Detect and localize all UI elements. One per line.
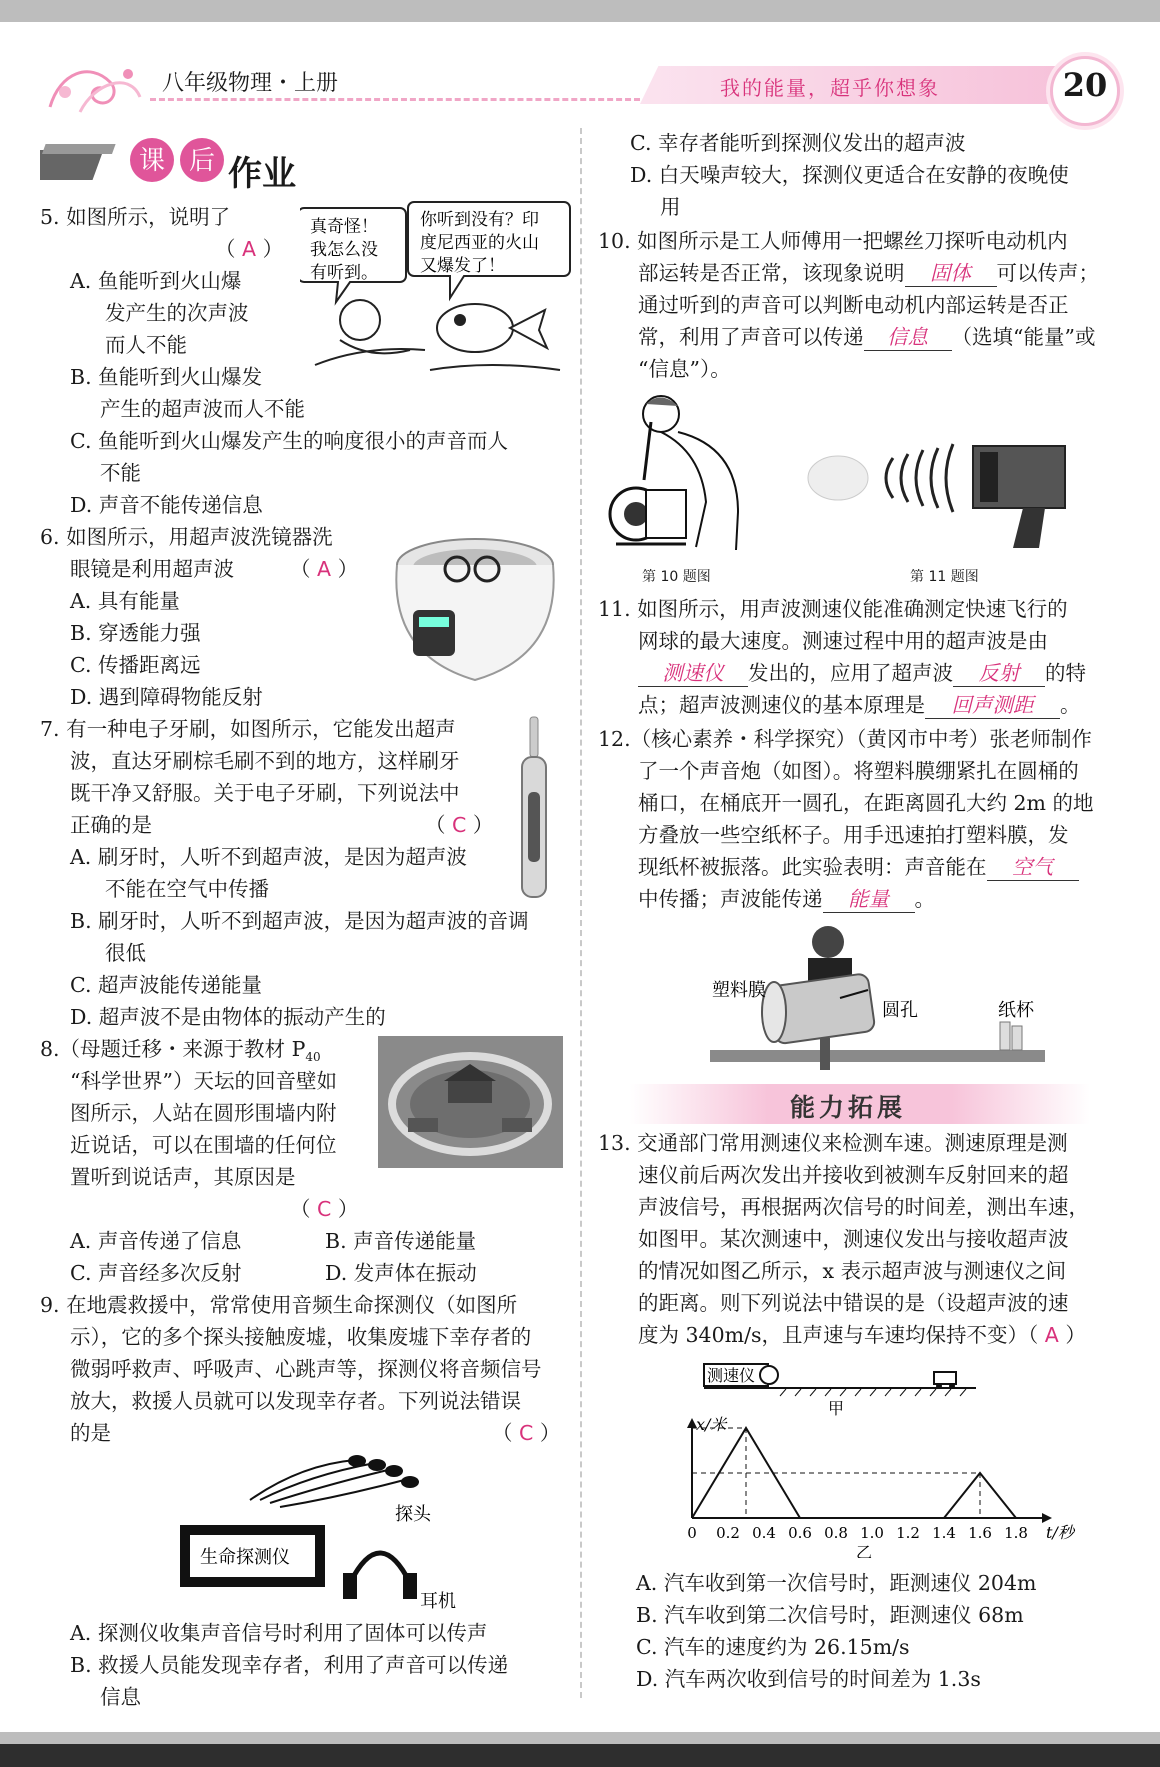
q13-line4: 如图甲。某次测速中，测速仪发出与接收超声波 <box>638 1227 1069 1251</box>
q11-line1: 11. 如图所示，用声波测速仪能准确测定快速飞行的 <box>598 597 1068 621</box>
bubble-right-line2: 度尼西亚的火山 <box>420 233 539 253</box>
q11-line2: 网球的最大速度。测速过程中用的超声波是由 <box>638 629 1048 653</box>
slogan-text: 我的能量，超乎你想象 <box>720 76 940 100</box>
q7-option-a-line2: 不能在空气中传播 <box>105 877 269 901</box>
q13-line2: 速仪前后两次发出并接收到被测车反射回来的超 <box>638 1163 1069 1187</box>
q12-blank-1: 空气 <box>987 854 1079 881</box>
q11-line4b: 。 <box>1060 693 1081 717</box>
q10-line4a: 常，利用了声音可以传递 <box>638 325 864 349</box>
q9-option-d-line1: D. 白天噪声较大，探测仪更适合在安静的夜晚使 <box>630 163 1069 187</box>
q13-option-b: B. 汽车收到第二次信号时，距测速仪 68m <box>636 1603 1024 1627</box>
column-divider <box>580 128 582 1698</box>
q9-option-a: A. 探测仪收集声音信号时利用了固体可以传声 <box>70 1621 488 1645</box>
q13-option-d: D. 汽车两次收到信号的时间差为 1.3s <box>636 1667 981 1691</box>
x-tick-label: 0.4 <box>752 1524 776 1542</box>
q10-line5: “信息”）。 <box>638 357 731 381</box>
q5-option-c-line2: 不能 <box>100 461 141 485</box>
speed-gun-figure <box>798 440 1088 555</box>
x-tick-label: 1.6 <box>968 1524 992 1542</box>
q5-option-a-line1: A. 鱼能听到火山爆 <box>70 269 242 293</box>
fig-device-label: 生命探测仪 <box>200 1547 290 1568</box>
x-tick-label: 1.8 <box>1004 1524 1028 1542</box>
fig-cup-label: 纸杯 <box>998 1000 1034 1021</box>
bubble-right-line1: 你听到没有？印 <box>420 210 539 230</box>
q12-line4: 方叠放一些空纸杯子。用手迅速拍打塑料膜，发 <box>638 823 1069 847</box>
q10-line2b: 可以传声； <box>996 261 1099 285</box>
q13-line5: 的情况如图乙所示，x 表示超声波与测速仪之间 <box>638 1259 1067 1283</box>
q6-option-b: B. 穿透能力强 <box>70 621 201 645</box>
fig-yi-label: 乙 <box>856 1543 873 1558</box>
header-divider <box>150 98 640 101</box>
q5-cartoon-figure <box>300 200 575 380</box>
book-title: 八年级物理・上册 <box>162 71 339 96</box>
bubble-left-line1: 真奇怪！ <box>310 217 378 237</box>
q5-answer: A <box>242 237 257 261</box>
x-tick-label: 0.6 <box>788 1524 812 1542</box>
distance-time-chart <box>687 1415 1077 1558</box>
q11-line3b: 的特 <box>1045 661 1086 685</box>
q8-stem-line1 <box>40 1036 321 1070</box>
flourish-decoration <box>40 52 150 122</box>
figure-11-caption: 第 11 题图 <box>910 569 979 585</box>
road-hatching <box>780 1389 966 1396</box>
q13-line1: 13. 交通部门常用测速仪来检测车速。测速原理是测 <box>598 1131 1068 1155</box>
q9-stem-line4: 放大，救援人员就可以发现幸存者。下列说法错误 <box>70 1389 521 1413</box>
q11-blank-1: 测速仪 <box>638 660 748 687</box>
electric-toothbrush-figure <box>510 712 560 902</box>
x-axis-label: t/秒 <box>1046 1523 1074 1542</box>
q12-line3: 桶口，在桶底开一圆孔，在距离圆孔大约 2m 的地 <box>638 791 1094 815</box>
bottom-bar <box>0 1744 1160 1767</box>
q5-option-a-line3: 而人不能 <box>105 333 187 357</box>
q8-stem-text: 8.（母题迁移・来源于教材 P <box>40 1037 306 1061</box>
q10-blank-1: 固体 <box>905 260 997 287</box>
q13-option-c: C. 汽车的速度约为 26.15m/s <box>636 1635 910 1659</box>
q7-stem-line3: 既干净又舒服。关于电子牙刷，下列说法中 <box>70 781 460 805</box>
q8-option-b: B. 声音传递能量 <box>325 1229 477 1253</box>
q11-line3a: 发出的，应用了超声波 <box>748 661 953 685</box>
fig-hole-label: 圆孔 <box>882 1000 918 1021</box>
q11-blank-2: 反射 <box>953 660 1045 687</box>
q10-blank-2: 信息 <box>864 324 952 351</box>
x-tick-label: 1.4 <box>932 1524 956 1542</box>
q9-option-b-line2: 信息 <box>100 1685 141 1709</box>
q8-stem-line3: 图所示，人站在圆形围墙内附 <box>70 1101 337 1125</box>
x-tick-label: 0.8 <box>824 1524 848 1542</box>
q7-answer: C <box>452 813 467 837</box>
q13-option-a: A. 汽车收到第一次信号时，距测速仪 204m <box>636 1571 1037 1595</box>
x-axis-arrow <box>1042 1513 1052 1523</box>
q11-line4a: 点；超声波测速仪的基本原理是 <box>638 693 925 717</box>
q7-option-b-line1: B. 刷牙时，人听不到超声波，是因为超声波的音调 <box>70 909 529 933</box>
q8-stem-line4: 近说话，可以在围墙的任何位 <box>70 1133 337 1157</box>
q7-option-b-line2: 很低 <box>105 941 146 965</box>
x-tick-label: 0.2 <box>716 1524 740 1542</box>
q11-line4 <box>638 692 1081 719</box>
q8-answer: C <box>317 1197 332 1221</box>
q13-answer: A <box>1044 1323 1059 1347</box>
sound-cannon-figure <box>700 920 1050 1080</box>
car-icon <box>934 1372 956 1384</box>
q7-option-c: C. 超声波能传递能量 <box>70 973 262 997</box>
q8-option-d: D. 发声体在振动 <box>325 1261 477 1285</box>
section-title: 作业 <box>228 154 296 194</box>
q9-answer-bracket: （ C ） <box>492 1421 561 1445</box>
q7-stem-line2: 波，直达牙刷棕毛刷不到的地方，这样刷牙 <box>70 749 460 773</box>
q12-line1: 12.（核心素养・科学探究）（黄冈市中考）张老师制作 <box>598 727 1092 751</box>
q9-option-b-line1: B. 救援人员能发现幸存者，利用了声音可以传递 <box>70 1653 509 1677</box>
q6-option-a: A. 具有能量 <box>70 589 180 613</box>
q5-option-c-line1: C. 鱼能听到火山爆发产生的响度很小的声音而人 <box>70 429 508 453</box>
q9-answer: C <box>519 1421 534 1445</box>
bubble-left-line2: 我怎么没 <box>310 240 378 260</box>
q6-stem-line2: 眼镜是利用超声波 <box>70 557 234 581</box>
life-detector-figure <box>180 1455 460 1610</box>
worker-motor-figure <box>606 392 756 552</box>
q13-line6: 的距离。则下列说法中错误的是（设超声波的速 <box>638 1291 1069 1315</box>
q6-answer: A <box>317 557 332 581</box>
fig-film-label: 塑料膜 <box>712 980 766 1001</box>
q8-option-a: A. 声音传递了信息 <box>70 1229 242 1253</box>
homework-section-badge <box>40 132 230 192</box>
q8-stem-sub: 40 <box>305 1050 321 1065</box>
badge-char-1: 课 <box>138 146 166 176</box>
q12-line2: 了一个声音炮（如图）。将塑料膜绷紧扎在圆桶的 <box>638 759 1079 783</box>
fig-earphone-label: 耳机 <box>420 1591 456 1610</box>
q7-stem-line1: 7. 有一种电子牙刷，如图所示，它能发出超声 <box>40 717 456 741</box>
q7-option-a-line1: A. 刷牙时，人听不到超声波，是因为超声波 <box>70 845 467 869</box>
q13-line7: 度为 340m/s，且声速与车速均保持不变）（ A ） <box>638 1323 1086 1347</box>
x-tick-label: 1.2 <box>896 1524 920 1542</box>
q12-line5a: 现纸杯被振落。此实验表明：声音能在 <box>638 855 987 879</box>
q12-line5 <box>638 854 1079 881</box>
q9-stem-line1: 9. 在地震救援中，常常使用音频生命探测仪（如图所 <box>40 1293 518 1317</box>
figure-10-caption: 第 10 题图 <box>642 569 711 585</box>
badge-char-2: 后 <box>188 146 216 176</box>
q9-stem-line3: 微弱呼救声、呼吸声、心跳声等，探测仪将音频信号 <box>70 1357 542 1381</box>
q7-answer-bracket: （ C ） <box>425 813 494 837</box>
q10-line2 <box>638 260 1099 287</box>
q8-stem-line5: 置听到说话声，其原因是 <box>70 1165 296 1189</box>
q12-line6 <box>638 886 935 913</box>
q9-stem-line5: 的是 <box>70 1421 111 1445</box>
q5-stem: 5. 如图所示，说明了 <box>40 205 231 229</box>
q10-line4b: （选填“能量”或 <box>951 325 1096 349</box>
q12-blank-2: 能量 <box>823 886 915 913</box>
q6-answer-bracket: （ A ） <box>290 557 359 581</box>
q7-stem-line4: 正确的是 <box>70 813 152 837</box>
q5-option-b-line1: B. 鱼能听到火山爆发 <box>70 365 263 389</box>
q6-option-d: D. 遇到障碍物能反射 <box>70 685 263 709</box>
echo-wall-photo <box>378 1036 563 1168</box>
q5-option-b-line2: 产生的超声波而人不能 <box>100 397 305 421</box>
q9-option-c: C. 幸存者能听到探测仪发出的超声波 <box>630 131 966 155</box>
q6-option-c: C. 传播距离远 <box>70 653 201 677</box>
fig-jia-label: 甲 <box>828 1399 845 1418</box>
q8-option-c: C. 声音经多次反射 <box>70 1261 242 1285</box>
q13-line7-text: 度为 340m/s，且声速与车速均保持不变） <box>638 1323 1029 1347</box>
q5-answer-bracket: （ A ） <box>215 237 284 261</box>
q12-line6b: 。 <box>914 887 935 911</box>
q13-figure <box>676 1358 1096 1558</box>
bubble-left-line3: 有听到。 <box>310 263 378 283</box>
q7-option-d: D. 超声波不是由物体的振动产生的 <box>70 1005 386 1029</box>
x-tick-label: 1.0 <box>860 1524 884 1542</box>
q10-line1: 10. 如图所示是工人师傅用一把螺丝刀探听电动机内 <box>598 229 1068 253</box>
q11-blank-3: 回声测距 <box>925 692 1060 719</box>
q8-stem-line2: “科学世界”）天坛的回音壁如 <box>70 1069 337 1093</box>
page-number: 20 <box>1062 66 1108 104</box>
y-axis-label: x/米 <box>696 1415 727 1434</box>
q8-answer-bracket: （ C ） <box>290 1197 359 1221</box>
q6-stem-line1: 6. 如图所示，用超声波洗镜器洗 <box>40 525 333 549</box>
q10-line2a: 部运转是否正常，该现象说明 <box>638 261 905 285</box>
fig-speed-device-label: 测速仪 <box>707 1366 756 1385</box>
q12-line6a: 中传播；声波能传递 <box>638 887 823 911</box>
x-tick-label: 0 <box>687 1524 697 1542</box>
q9-option-d-line2: 用 <box>660 195 681 219</box>
q5-option-a-line2: 发产生的次声波 <box>105 301 249 325</box>
q5-option-d: D. 声音不能传递信息 <box>70 493 263 517</box>
q9-stem-line2: 示），它的多个探头接触废墟，收集废墟下幸存者的 <box>70 1325 532 1349</box>
q10-line3: 通过听到的声音可以判断电动机内部运转是否正 <box>638 293 1069 317</box>
ultrasonic-cleaner-figure <box>385 525 565 685</box>
bubble-right-line3: 又爆发了！ <box>420 256 505 276</box>
q13-line3: 声波信号，再根据两次信号的时间差，测出车速， <box>638 1195 1089 1219</box>
q10-line4 <box>638 324 1095 351</box>
q11-line3 <box>638 660 1086 687</box>
ability-section-title: 能力拓展 <box>790 1093 907 1122</box>
fig-probe-label: 探头 <box>395 1504 431 1525</box>
